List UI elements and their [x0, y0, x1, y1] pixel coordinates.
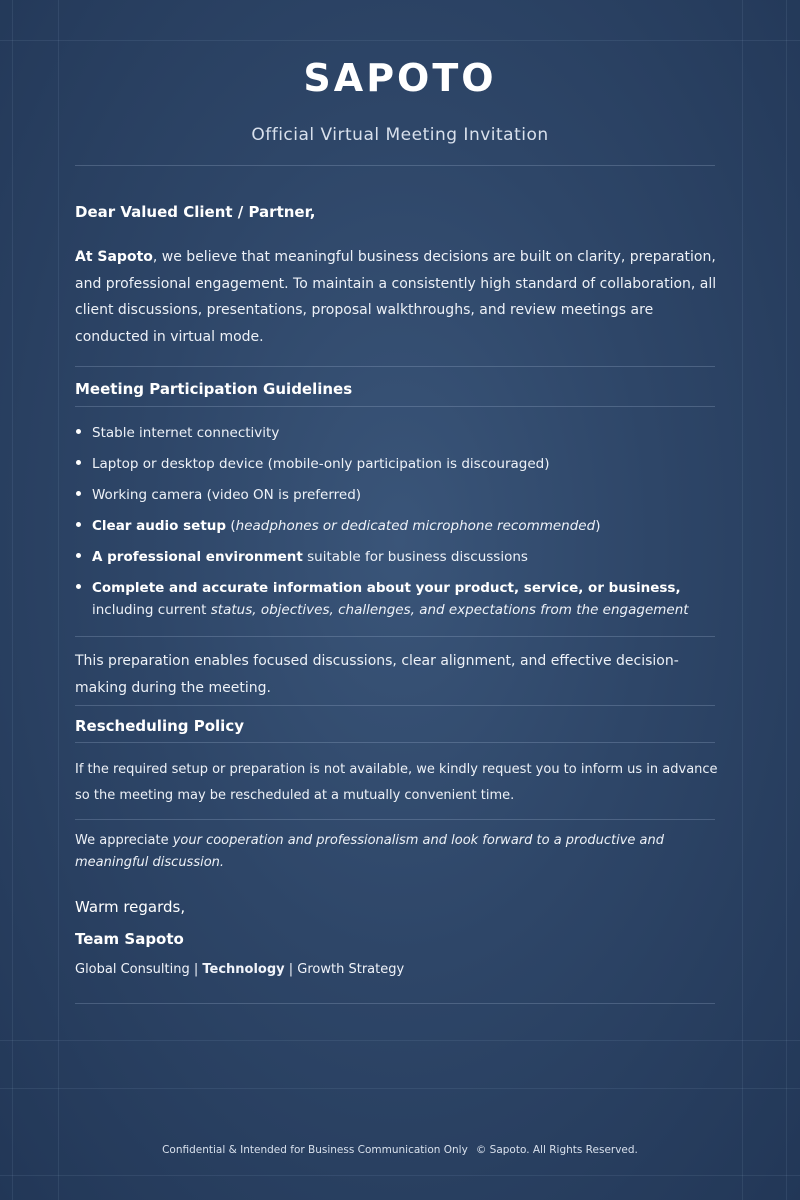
list-item-text: including current	[92, 602, 211, 618]
list-item	[75, 515, 720, 546]
divider	[75, 636, 715, 637]
guidelines-list	[75, 422, 720, 621]
divider	[75, 165, 715, 166]
divider	[75, 819, 715, 820]
footer	[0, 1144, 800, 1156]
list-item-text: suitable for business discussions	[302, 549, 528, 565]
list-item-text: )	[595, 518, 601, 534]
list-item	[75, 546, 720, 577]
rescheduling-line-2: so the meeting may be rescheduled at a mutually convenient time.	[75, 788, 515, 803]
list-item-text: Stable internet connectivity	[92, 425, 280, 441]
grid-line	[0, 1040, 800, 1041]
page-subtitle: Official Virtual Meeting Invitation	[251, 125, 549, 145]
grid-line	[0, 1088, 800, 1089]
grid-line	[58, 0, 59, 1200]
intro-bold: At Sapoto	[75, 249, 153, 265]
list-item-bold: Complete and accurate information about your product, service, or business,	[92, 580, 681, 596]
preparation-note: This preparation enables focused discussions, clear alignment, and effective decision-making during the meeting.	[75, 653, 679, 696]
rescheduling-heading: Rescheduling Policy	[75, 717, 244, 735]
grid-line	[786, 0, 787, 1200]
list-item	[75, 422, 720, 453]
list-item	[75, 453, 720, 484]
intro-paragraph	[75, 244, 720, 350]
tagline-item: Growth Strategy	[297, 962, 405, 977]
list-item-text: (	[226, 518, 236, 534]
divider	[75, 742, 715, 743]
tagline-item: Technology	[202, 962, 285, 977]
list-item-bold: A professional environment	[92, 549, 303, 565]
divider	[75, 406, 715, 407]
tagline-item: Global Consulting	[75, 962, 190, 977]
footer-copyright: © Sapoto. All Rights Reserved.	[475, 1144, 638, 1156]
divider	[75, 366, 715, 367]
divider	[75, 1003, 715, 1004]
grid-line	[12, 0, 13, 1200]
greeting: Dear Valued Client / Partner,	[75, 203, 316, 221]
appreciation-italic: your cooperation and professionalism and look forward to a productive and meaningful discussion.	[75, 833, 664, 870]
list-item-italic: headphones or dedicated microphone recommended	[235, 518, 596, 534]
grid-line	[0, 40, 800, 41]
signoff-regards: Warm regards,	[75, 898, 186, 916]
tagline-separator: |	[284, 962, 298, 977]
rescheduling-line-1: If the required setup or preparation is not available, we kindly request you to inform us in advance	[75, 762, 718, 777]
intro-text: , we believe that meaningful business decisions are built on clarity, preparation, and professional engagement. To maintain a consistently high standard of collaboration, all client discussions, presentations, proposal walkthroughs, and review meetings are conducted in virtual mode.	[75, 249, 717, 345]
appreciation-text: We appreciate	[75, 833, 173, 848]
list-item-bold: Clear audio setup	[92, 518, 227, 534]
list-item	[75, 484, 720, 515]
list-item-text: Laptop or desktop device (mobile-only participation is discouraged)	[92, 456, 550, 472]
footer-confidential: Confidential & Intended for Business Communication Only	[162, 1144, 468, 1156]
signoff-tagline	[75, 962, 720, 977]
brand-logo: SAPOTO	[303, 56, 497, 100]
list-item	[75, 577, 720, 621]
appreciation-paragraph	[75, 830, 720, 874]
signoff-team: Team Sapoto	[75, 930, 184, 948]
divider	[75, 705, 715, 706]
list-item-italic: status, objectives, challenges, and expectations from the engagement	[210, 602, 689, 618]
grid-line	[0, 1175, 800, 1176]
grid-line	[742, 0, 743, 1200]
tagline-separator: |	[189, 962, 203, 977]
guidelines-heading: Meeting Participation Guidelines	[75, 380, 353, 398]
list-item-text: Working camera (video ON is preferred)	[92, 487, 362, 503]
